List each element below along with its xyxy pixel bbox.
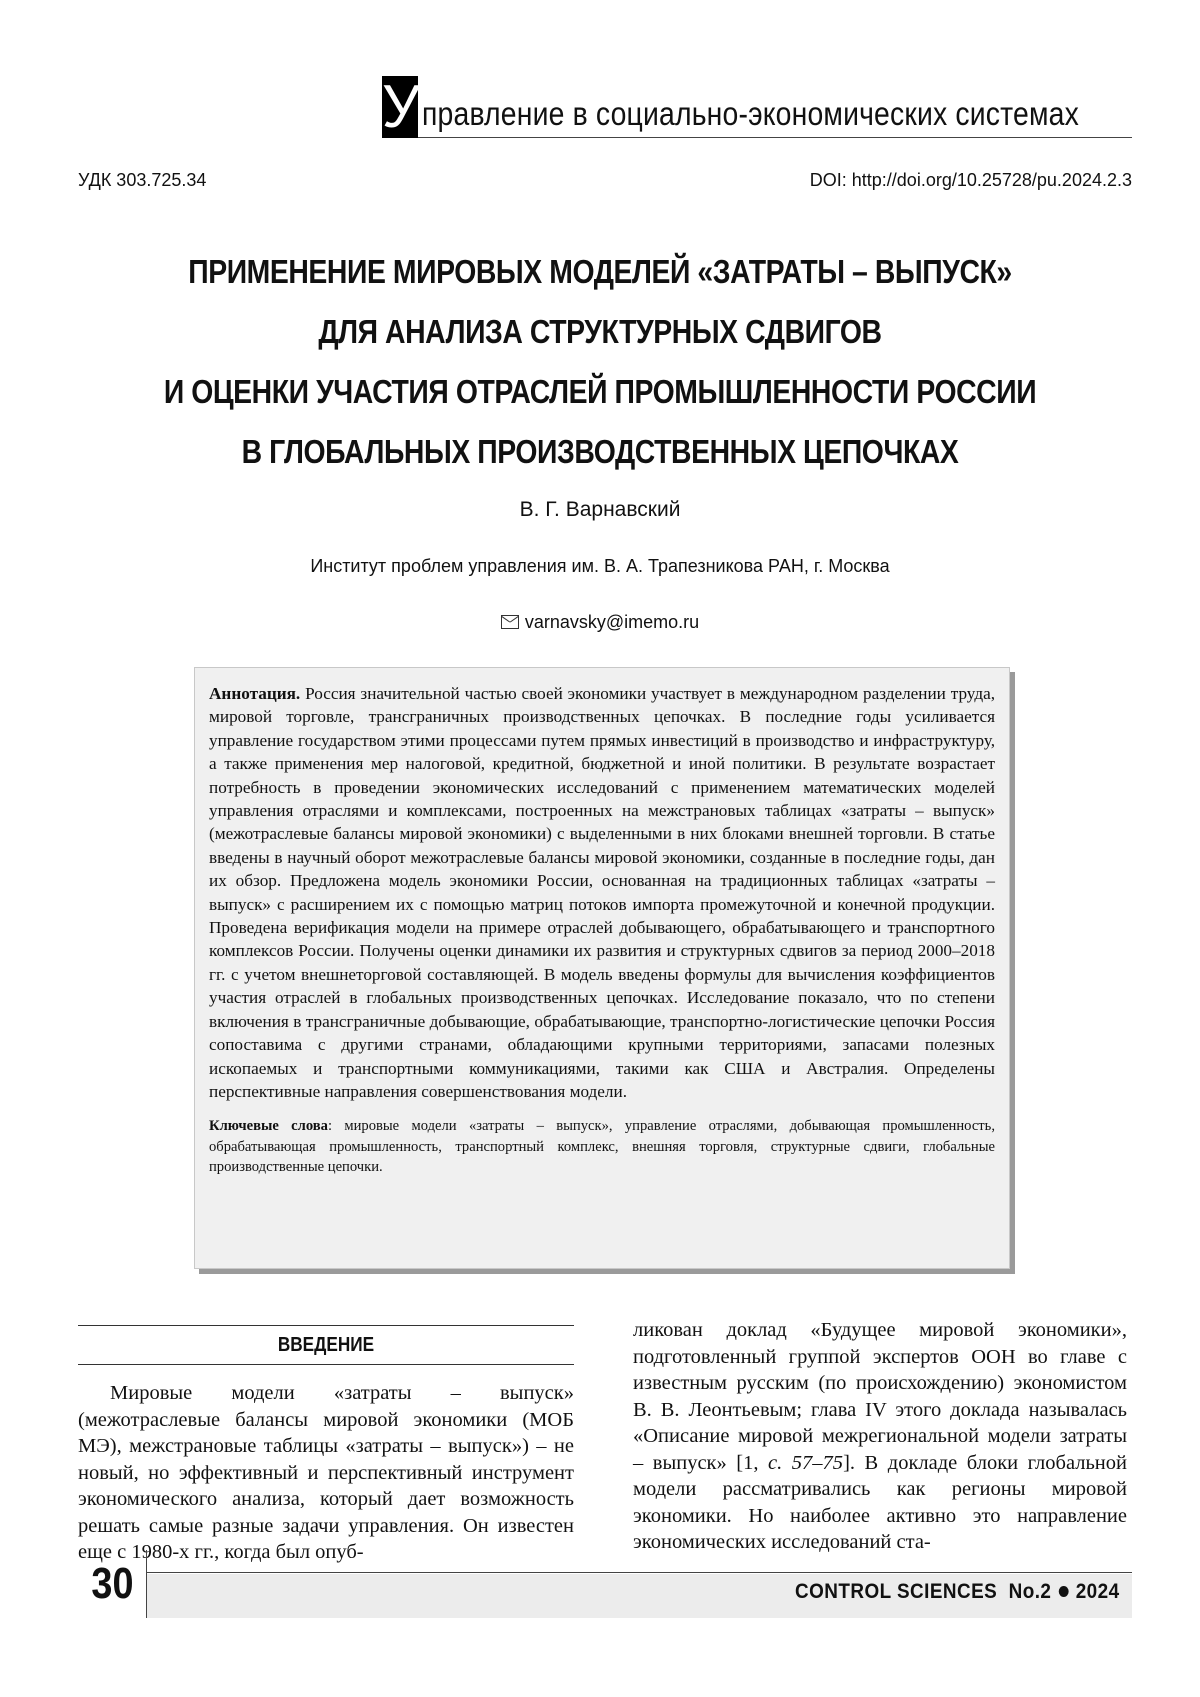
section-heading-text: ВВЕДЕНИЕ bbox=[277, 1334, 375, 1356]
keywords-text: : мировые модели «затраты – выпуск», управление отраслями, добывающая промышленность, обрабатывающая промышленность, транспортный комплекс, внешняя торговля, структурные сдвиги, глобальные производственные цепочки. bbox=[209, 1118, 995, 1175]
doi-link[interactable]: DOI: http://doi.org/10.25728/pu.2024.2.3 bbox=[809, 170, 1132, 190]
bullet-icon bbox=[1059, 1586, 1069, 1597]
paragraph-text: ликован доклад «Будущее мировой экономики», подготовленный группой экспертов ООН во главе с известным русским (по происхождению) экономистом В. В. Леонтьевым; глава IV этого доклада называлась «Описание мировой межрегиональной модели затраты – выпуск» [1, bbox=[633, 1319, 1127, 1474]
journal-info bbox=[796, 1580, 1120, 1604]
abstract-label: Аннотация. bbox=[209, 684, 301, 703]
title-line: В ГЛОБАЛЬНЫХ ПРОИЗВОДСТВЕННЫХ ЦЕПОЧКАХ bbox=[241, 433, 959, 470]
title-line: И ОЦЕНКИ УЧАСТИЯ ОТРАСЛЕЙ ПРОМЫШЛЕННОСТИ РОССИИ bbox=[163, 373, 1037, 410]
running-header-text: правление в социально-экономических системах bbox=[422, 95, 1079, 132]
running-header-rule bbox=[418, 137, 1132, 138]
author-name: В. Г. Варнавский bbox=[519, 498, 681, 521]
intro-paragraph: Мировые модели «затраты – выпуск» (межотраслевые балансы мировой экономики (МОБ МЭ), межстрановые таблицы «затраты – выпуск») – не новый, но эффективный и перспективный инструмент экономического анализа, который дает возможность решать самые разные задачи управления. Он известен еще с 1980-х гг., когда был опуб- bbox=[78, 1382, 574, 1563]
keywords-paragraph bbox=[209, 1116, 995, 1177]
citation-pages: с. 57–75 bbox=[768, 1451, 844, 1474]
article-title bbox=[60, 242, 1140, 482]
abstract-paragraph bbox=[209, 682, 995, 1103]
footer-rule bbox=[147, 1572, 1132, 1573]
title-line: ДЛЯ АНАЛИЗА СТРУКТУРНЫХ СДВИГОВ bbox=[318, 313, 882, 350]
journal-issue: No.2 bbox=[1009, 1580, 1052, 1603]
continued-paragraph bbox=[633, 1317, 1127, 1556]
email-address[interactable]: varnavsky@imemo.ru bbox=[524, 612, 700, 632]
abstract-text: Россия значительной частью своей экономики участвует в международном разделении труда, мировой торговле, трансграничных производственных цепочках. В последние годы усиливается управление государством этими процессами путем прямых инвестиций в производство и инфраструктуру, а также применения мер налоговой, кредитной, бюджетной и иной политики. В результате возрастает потребность в проведении экономических исследований с применением математических моделей управления отраслями и комплексами, построенных на межстрановых таблицах «затраты – выпуск» (межотраслевые балансы мировой экономики) с выделенными в них блоками внешней торговли. В статье введены в научный оборот межотраслевые балансы мировой экономики, созданные в последние годы, дан их обзор. Предложена модель экономики России, основанная на традиционных таблицах «затраты – выпуск» с расширением их с помощью матриц потоков импорта промежуточной и конечной продукции. Проведена верификация модели на примере отраслей добывающего, обрабатывающего и транспортного комплексов России. Получены оценки динамики их развития и структурных сдвигов за период 2000–2018 гг. с учетом внешнеторговой составляющей. В модель введены формулы для вычисления коэффициентов участия отраслей в глобальных производственных цепочках. Исследование показало, что по степени включения в трансграничные добывающие, обрабатывающие, транспортно-логистические цепочки Россия сопоставима с другими странами, обладающими крупными территориями, запасами полезных ископаемых и транспортными коммуникациями, такими как США и Австралия. Определены перспективные направления совершенствования модели. bbox=[209, 684, 995, 1101]
envelope-icon bbox=[501, 615, 519, 629]
paragraph-text: ]. В докладе блоки глобальной модели рассматривались как регионы мировой экономики. Но наиболее активно это направление экономических исследований ста- bbox=[633, 1451, 1127, 1553]
keywords-label: Ключевые слова bbox=[209, 1118, 328, 1135]
author-email[interactable] bbox=[0, 612, 1200, 633]
udk-code: УДК 303.725.34 bbox=[78, 170, 207, 190]
page-number-text: 30 bbox=[90, 1559, 134, 1608]
right-column bbox=[633, 1317, 1127, 1556]
running-header bbox=[382, 73, 1132, 140]
journal-year: 2024 bbox=[1076, 1580, 1120, 1603]
title-line: ПРИМЕНЕНИЕ МИРОВЫХ МОДЕЛЕЙ «ЗАТРАТЫ – ВЫПУСК» bbox=[188, 253, 1012, 290]
page-number bbox=[78, 1550, 147, 1618]
affiliation: Институт проблем управления им. В. А. Трапезникова РАН, г. Москва bbox=[310, 556, 890, 576]
running-header-initial: У bbox=[382, 73, 421, 140]
section-heading bbox=[78, 1325, 574, 1365]
abstract-box bbox=[194, 667, 1010, 1269]
left-column bbox=[78, 1325, 574, 1566]
journal-name: CONTROL SCIENCES bbox=[795, 1580, 998, 1603]
